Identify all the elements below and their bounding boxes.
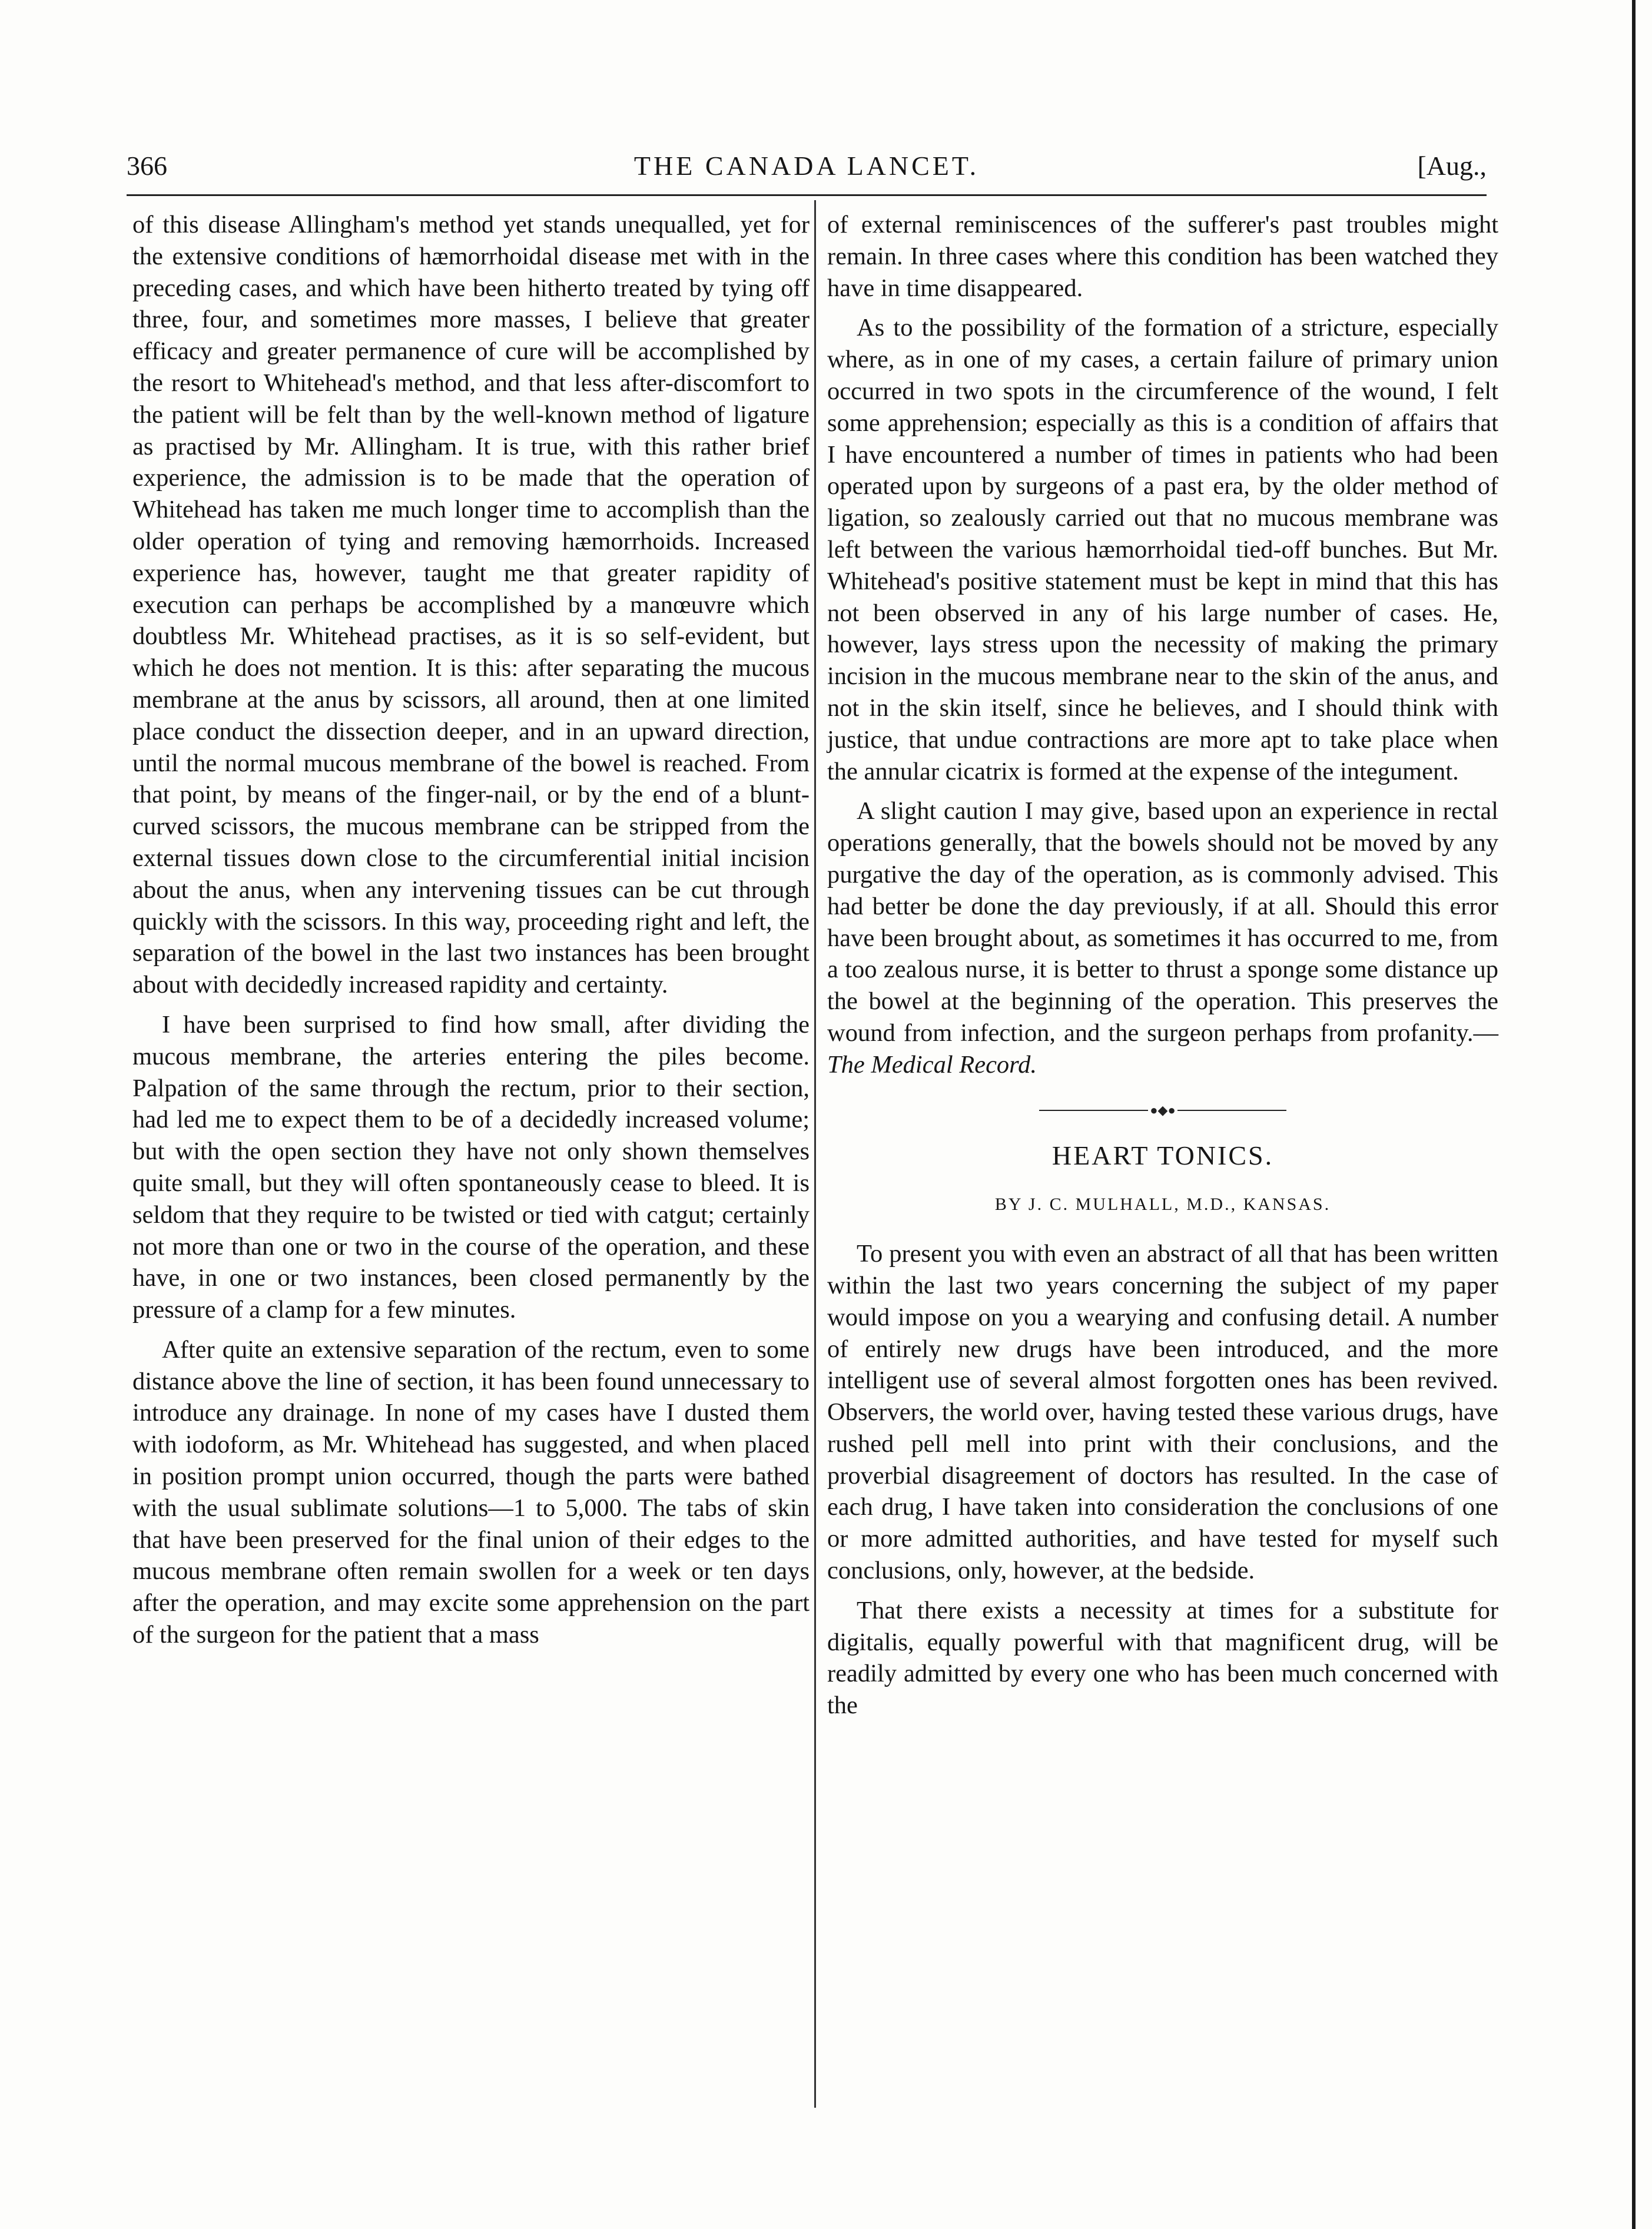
left-column (132, 209, 810, 1659)
citation: The Medical Record. (827, 1050, 1037, 1079)
paragraph: of external reminiscences of the sufferer's past troubles might remain. In three cases where this condition has been watched they have in time disappeared. (827, 211, 1498, 302)
paragraph: A slight caution I may give, based upon an experience in rectal operations generally, that the bowels should not be moved by any purgative the day of the operation, as is commonly advised. This had better be done the day previously, if at all. Should this error have been brought about, as sometimes it has occurred to me, from a too zealous nurse, it is better to thrust a sponge some distance up the bowel at the beginning of the operation. This preserves the wound from infection, and the surgeon perhaps from profanity.— (827, 797, 1498, 1047)
column-divider (814, 200, 816, 2108)
section-title: HEART TONICS. (1051, 1140, 1274, 1170)
right-column (827, 209, 1498, 1730)
page-number: 366 (127, 151, 167, 181)
paragraph: To present you with even an abstract of all that has been written within the last two years concerning the subject of my paper would impose on you a wearying and confusing detail. A number of entirely new drugs have been introduced, and the more intelligent use of several almost forgotten ones has been revived. Observers, the world over, having tested these various drugs, have rushed pell mell into print with their conclusions, and the proverbial disagreement of doctors has resulted. In the case of each drug, I have taken into consideration the conclusions of one or more admitted authorities, and have tested for myself such conclusions, only, however, at the bedside. (827, 1240, 1498, 1585)
issue-date: [Aug., (1417, 151, 1487, 181)
running-header (127, 150, 1487, 197)
paragraph: As to the possibility of the formation of a stricture, especially where, as in one of my cases, a certain failure of primary union occurred in two spots in the circumference of the wound, I felt some apprehension; especially as this is a condition of affairs that I have encountered a number of times in patients who had been operated upon by surgeons of a past era, by the older method of ligation, so zealously carried out that no mucous membrane was left between the various hæmorrhoidal tied-off bunches. But Mr. Whitehead's positive statement must be kept in mind that this has not been observed in any of his large number of cases. He, however, lays stress upon the necessity of making the primary incision in the mucous membrane near to the skin of the anus, and not in the skin itself, since he believes, and I should think with justice, that undue contractions are more apt to take place when the annular cicatrix is formed at the expense of the integument. (827, 314, 1498, 785)
journal-title: THE CANADA LANCET. (633, 151, 980, 181)
header-rule (127, 194, 1487, 196)
paragraph: of this disease Allingham's method yet stands unequalled, yet for the extensive conditions of hæmorrhoidal disease met with in the preceding cases, and which have been hitherto treated by tying off three, four, and sometimes more masses, I believe that greater efficacy and greater permanence of cure will be accomplished by the resort to Whitehead's method, and that less after-discomfort to the patient will be felt than by the well-known method of ligature as practised by Mr. Allingham. It is true, with this rather brief experience, the admission is to be made that the operation of Whitehead has taken me much longer time to accomplish than the older operation of tying and removing hæmorrhoids. Increased experience has, however, taught me that greater rapidity of execution can perhaps be accomplished by a manœuvre which doubtless Mr. Whitehead practises, as it is so self-evident, but which he does not mention. It is this: after separating the mucous membrane at the anus by scissors, all around, then at one limited place conduct the dissection deeper, and in an upward direction, until the normal mucous membrane of the bowel is reached. From that point, by means of the finger-nail, or by the end of a blunt-curved scissors, the mucous membrane can be stripped from the external tissues down close to the circumferential initial incision about the anus, when any intervening tissues can be cut through quickly with the scissors. In this way, proceeding right and left, the separation of the bowel in the last two instances has been brought about with decidedly increased rapidity and certainty. (132, 211, 810, 999)
paragraph-with-citation (827, 795, 1498, 1080)
paragraph: I have been surprised to find how small, after dividing the mucous membrane, the arteries entering the piles become. Palpation of the same through the rectum, prior to their section, had led me to expect them to be of a decidedly increased volume; but with the open section they have not only shown themselves quite small, but they will often spontaneously cease to bleed. It is seldom that they require to be twisted or tied with catgut; certainly not more than one or two in the course of the operation, and these have, in one or two instances, been closed permanently by the pressure of a clamp for a few minutes. (132, 1010, 810, 1324)
byline: BY J. C. MULHALL, M.D., KANSAS. (994, 1195, 1331, 1215)
section-divider-ornament (1039, 1104, 1286, 1116)
paragraph: After quite an extensive separation of the rectum, even to some distance above the line of section, it has been found unnecessary to introduce any drainage. In none of my cases have I dusted them with iodoform, as Mr. Whitehead has suggested, and when placed in position prompt union occurred, though the parts were bathed with the usual sublimate solutions—1 to 5,000. The tabs of skin that have been preserved for the final union of their edges to the mucous membrane often remain swollen for a week or ten days after the operation, and may excite some apprehension on the part of the surgeon for the patient that a mass (132, 1335, 810, 1649)
divider-ornament-icon: ●◆● (1148, 1106, 1177, 1115)
paragraph: That there exists a necessity at times for a substitute for digitalis, equally powerful with that magnificent drug, will be readily admitted by every one who has been much concerned with the (827, 1596, 1498, 1720)
scan-edge-line (1632, 0, 1636, 2229)
